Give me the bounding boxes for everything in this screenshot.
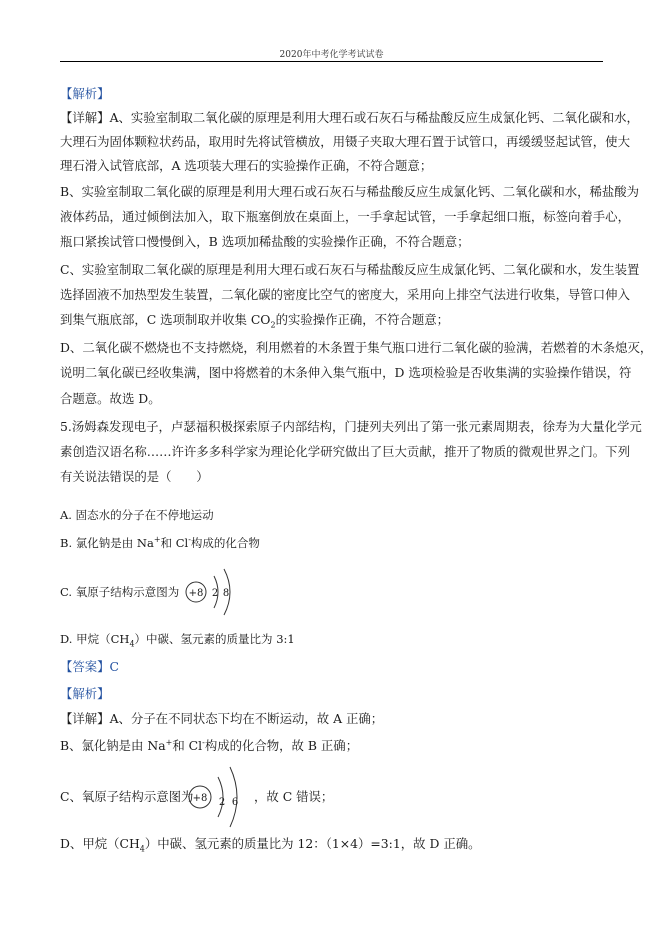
- na-charge: +: [153, 535, 161, 545]
- q5-detail-b: [60, 738, 358, 754]
- q4-b-line-2: 液体药品，通过倾倒法加入，取下瓶塞倒放在桌面上，一手拿起试管，一手拿起细口瓶，标签向着手心，: [60, 209, 630, 224]
- q5-stem-line-1: 5.汤姆森发现电子，卢瑟福积极探索原子内部结构，门捷列夫列出了第一张元素周期表，徐寿为大量化学元: [60, 419, 642, 434]
- opt-b-and: 和 Cl: [160, 536, 189, 550]
- q4-b-line-1: B、实验室制取二氧化碳的原理是利用大理石或石灰石与稀盐酸反应生成氯化钙、二氧化碳和水，稀盐酸为: [60, 184, 640, 199]
- q4-c-line-2: 选择固液不加热型发生装置，二氧化碳的密度比空气的密度大，采用向上排空气法进行收集，导管口伸入: [60, 287, 630, 302]
- c-line3-rest: 的实验操作正确，不符合题意；: [275, 312, 450, 327]
- oxygen-atom-diagram-answer: [186, 762, 250, 832]
- c-line3-text: 到集气瓶底部，C 选项制取并收集 CO: [60, 312, 271, 327]
- q5-detail-a: [60, 711, 383, 727]
- q5-option-a: A. 固态水的分子在不停地运动: [60, 508, 214, 522]
- ans-b-rest: 构成的化合物，故 B 正确；: [204, 738, 359, 753]
- ans-ch4-subscript: 4: [139, 844, 145, 854]
- q5-option-c: C. 氧原子结构示意图为: [60, 585, 180, 599]
- q4-c-line-1: C、实验室制取二氧化碳的原理是利用大理石或石灰石与稀盐酸反应生成氯化钙、二氧化碳和水，发生装置: [60, 262, 640, 277]
- q5-detail-d: [60, 836, 481, 852]
- page-header: 2020年中考化学考试试卷: [279, 50, 384, 60]
- electron-count-2-answer: 6: [231, 797, 239, 808]
- ans-d-text: D、甲烷（CH: [60, 836, 140, 851]
- opt-b-text: B. 氯化钠是由 Na: [60, 536, 154, 550]
- analysis-tag-2: 【解析】: [60, 686, 110, 701]
- q4-b-line-3: 瓶口紧挨试管口慢慢倒入，B 选项加稀盐酸的实验操作正确，不符合题意；: [60, 234, 470, 249]
- electron-count-2: 8: [222, 588, 230, 599]
- q5-stem-line-2: 素创造汉语名称……许许多多科学家为理论化学研究做出了巨大贡献，推开了物质的微观世界之门。下列: [60, 444, 630, 459]
- q4-d-line-1: D、二氧化碳不燃烧也不支持燃烧，利用燃着的木条置于集气瓶口进行二氧化碳的验满，若燃着的木条熄灭，: [60, 340, 653, 355]
- opt-b-rest: 构成的化合物: [190, 536, 260, 550]
- q5-detail-c-label: C、氧原子结构示意图为: [60, 789, 194, 804]
- q4-c-line-3: [60, 312, 449, 328]
- q4-d-line-2: 说明二氧化碳已经收集满，图中将燃着的木条伸入集气瓶中，D 选项检验是否收集满的实验操作错误，符: [60, 365, 632, 380]
- q5-stem-line-3: 有关说法错误的是（ ）: [60, 469, 209, 484]
- ans-b-and: 和 Cl: [172, 738, 203, 753]
- q4-d-line-3: 合题意。故选 D。: [60, 391, 161, 406]
- cl-charge: -: [188, 535, 191, 545]
- ans-d-rest: ）中碳、氢元素的质量比为 12：（1×4）=3:1，故 D 正确。: [144, 836, 481, 851]
- co2-subscript: 2: [270, 320, 276, 330]
- detail-tag-2: 【详解】: [60, 711, 110, 726]
- ch4-subscript: 4: [129, 639, 135, 649]
- q5-option-d: [60, 631, 295, 647]
- opt-d-text: D. 甲烷（CH: [60, 632, 130, 646]
- ans-b-text: B、氯化钠是由 Na: [60, 738, 166, 753]
- detail-text: A、实验室制取二氧化碳的原理是利用大理石或石灰石与稀盐酸反应生成氯化钙、二氧化碳和水，: [109, 110, 639, 125]
- q5-option-b: [60, 535, 260, 551]
- electron-count-1-answer: 2: [218, 797, 226, 808]
- analysis-tag: 【解析】: [60, 86, 110, 101]
- q4-detail-line-3: 理石滑入试管底部，A 选项装大理石的实验操作正确，不符合题意；: [60, 158, 433, 173]
- nucleus-charge: +8: [188, 588, 204, 599]
- detail-tag: 【详解】: [60, 110, 110, 125]
- nucleus-charge-answer: +8: [192, 793, 208, 804]
- answer-label: 【答案】C: [60, 659, 120, 674]
- ans-a-text: A、分子在不同状态下均在不断运动，故 A 正确；: [109, 711, 384, 726]
- q4-detail-line-1: [60, 110, 639, 126]
- ans-cl-charge: -: [202, 737, 205, 747]
- q4-detail-line-2: 大理石为固体颗粒状药品，取用时先将试管横放，用镊子夹取大理石置于试管口，再缓缓竖起试管，使大: [60, 134, 630, 149]
- header-rule: [60, 61, 603, 62]
- oxygen-atom-diagram-option: [184, 564, 244, 620]
- q5-detail-c-rest: ，故 C 错误；: [254, 789, 334, 804]
- electron-count-1: 2: [211, 588, 219, 599]
- ans-na-charge: +: [165, 737, 173, 747]
- opt-d-rest: ）中碳、氢元素的质量比为 3:1: [134, 632, 295, 646]
